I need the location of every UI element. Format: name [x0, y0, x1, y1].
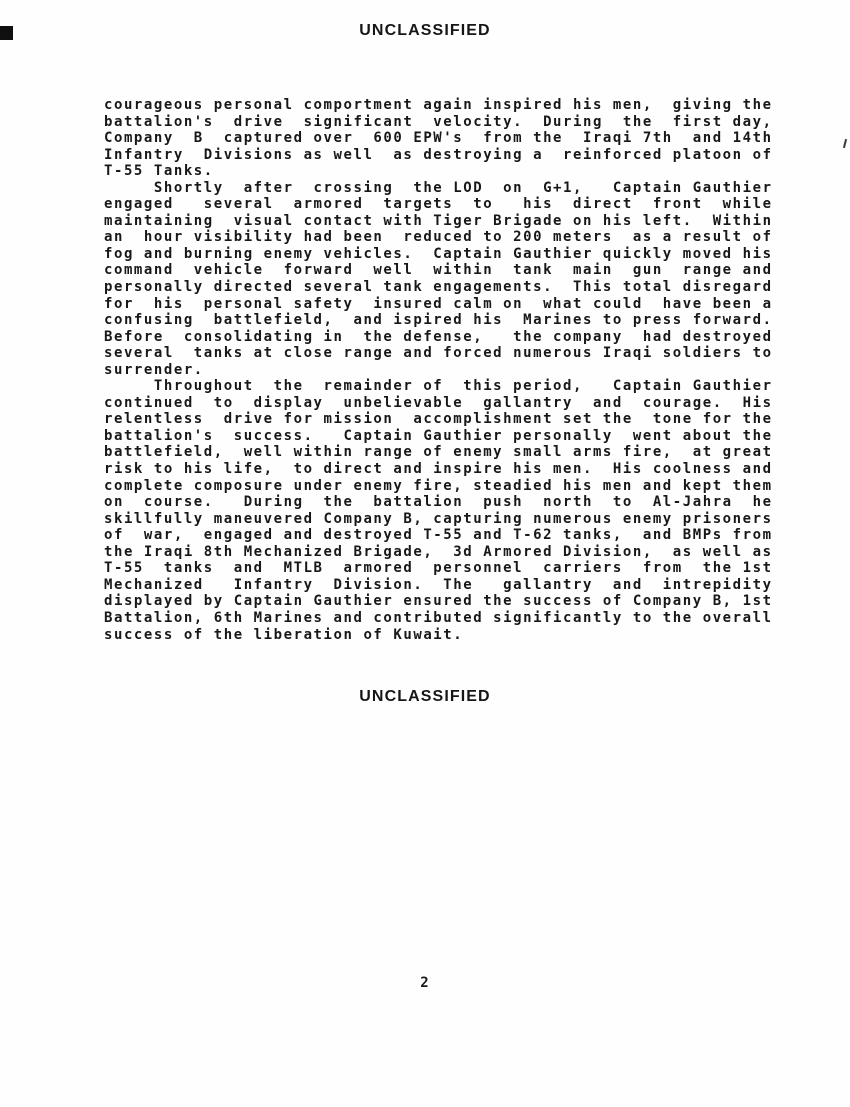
text-line: command vehicle forward well within tank main gun range and [104, 262, 773, 279]
classification-banner-middle: UNCLASSIFIED [359, 688, 491, 705]
text-line: Throughout the remainder of this period, Captain Gauthier [104, 378, 773, 395]
text-line: courageous personal comportment again inspired his men, giving the [104, 97, 773, 113]
text-line: Before consolidating in the defense, the company had destroyed [104, 328, 773, 345]
text-line: confusing battlefield, and ispired his Marines to press forward. [104, 312, 773, 329]
text-line: Mechanized Infantry Division. The gallantry and intrepidity [104, 576, 773, 593]
text-line: battalion's success. Captain Gauthier personally went about the [104, 427, 773, 444]
page-number: 2 [420, 975, 430, 991]
text-line: an hour visibility had been reduced to 200 meters as a result of [104, 229, 773, 246]
text-line: battlefield, well within range of enemy small arms fire, at great [104, 444, 773, 461]
document-body [104, 97, 804, 643]
text-line: Battalion, 6th Marines and contributed significantly to the overall [104, 609, 773, 626]
scan-artifact-right [843, 139, 847, 148]
text-line: battalion's drive significant velocity. During the first day, [104, 113, 773, 130]
text-line: displayed by Captain Gauthier ensured the success of Company B, 1st [104, 593, 773, 610]
text-line: continued to display unbelievable gallantry and courage. His [104, 394, 773, 411]
text-line: surrender. [104, 361, 204, 378]
text-line: the Iraqi 8th Mechanized Brigade, 3d Armored Division, as well as [104, 543, 773, 560]
text-line: fog and burning enemy vehicles. Captain Gauthier quickly moved his [104, 245, 773, 262]
text-line: T-55 tanks and MTLB armored personnel carriers from the 1st [104, 560, 773, 577]
text-line: Shortly after crossing the LOD on G+1, Captain Gauthier [104, 179, 773, 196]
text-line: relentless drive for mission accomplishment set the tone for the [104, 411, 773, 428]
text-line: success of the liberation of Kuwait. [104, 626, 464, 643]
text-line: risk to his life, to direct and inspire his men. His coolness and [104, 461, 773, 478]
text-line: Company B captured over 600 EPW's from the Iraqi 7th and 14th [104, 130, 773, 147]
classification-banner-top: UNCLASSIFIED [359, 22, 491, 39]
text-line: Infantry Divisions as well as destroying a reinforced platoon of [104, 146, 773, 163]
text-line: personally directed several tank engagements. This total disregard [104, 279, 773, 296]
text-line: on course. During the battalion push north to Al-Jahra he [104, 494, 773, 511]
text-line: complete composure under enemy fire, steadied his men and kept them [104, 477, 773, 494]
text-line: several tanks at close range and forced numerous Iraqi soldiers to [104, 345, 773, 362]
text-line: T-55 Tanks. [104, 163, 214, 180]
text-line: for his personal safety insured calm on what could have been a [104, 295, 773, 312]
text-line: maintaining visual contact with Tiger Brigade on his left. Within [104, 212, 773, 229]
text-line: skillfully maneuvered Company B, capturing numerous enemy prisoners [104, 510, 773, 527]
text-line: of war, engaged and destroyed T-55 and T-62 tanks, and BMPs from [104, 527, 773, 544]
text-line: engaged several armored targets to his direct front while [104, 196, 773, 213]
